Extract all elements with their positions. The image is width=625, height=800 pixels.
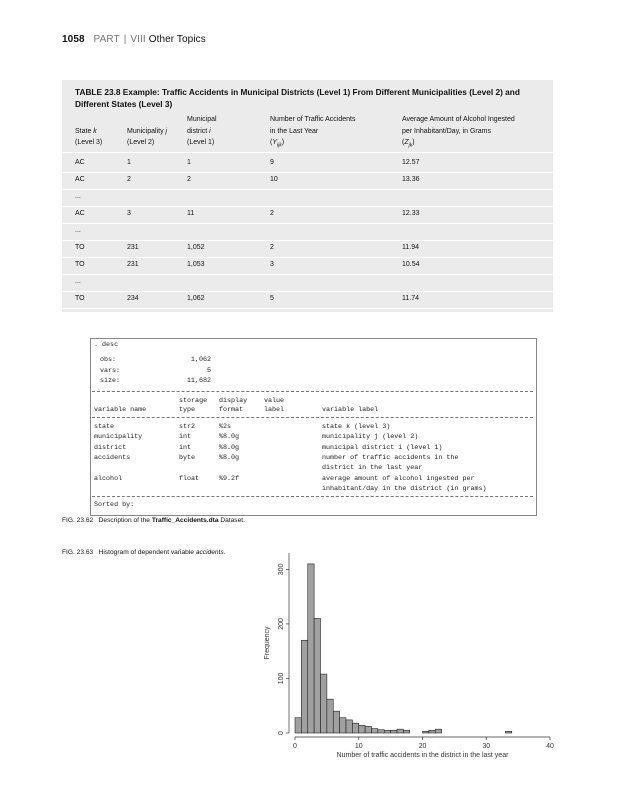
summary-value: 5 <box>206 366 211 375</box>
table-cell: 3 <box>270 261 274 268</box>
variable-format: %9.2f <box>219 474 240 483</box>
y-tick-label: 100 <box>278 672 285 685</box>
header-symbol: j <box>165 127 168 135</box>
table-cell: 2 <box>127 176 131 183</box>
x-tick-label: 40 <box>546 743 554 750</box>
table-cell: 2 <box>270 244 274 251</box>
console-header-top: value <box>264 397 285 405</box>
console-sorted-by: Sorted by: <box>94 501 135 509</box>
table-rule <box>62 291 553 292</box>
console-divider <box>92 417 533 418</box>
column-header-line: $(Y_{ijk})$ <box>270 139 285 149</box>
table-cell: 3 <box>127 210 131 217</box>
histogram-bar <box>384 730 390 733</box>
column-header-line: (Level 1) <box>187 139 215 146</box>
column-header-line: Average Amount of Alcohol Ingested <box>402 116 515 123</box>
fig63-tail: . <box>223 549 226 556</box>
table-rule <box>62 189 553 190</box>
console-header-col: type <box>179 406 196 414</box>
header-symbol: $Z_{jk}$ <box>404 139 413 149</box>
column-header-line: per Inhabitant/Day, in Grams <box>402 127 491 135</box>
header-symbol: $Y_{ijk}$ <box>272 139 282 149</box>
variable-type: byte <box>179 453 196 462</box>
fig63-caption <box>62 549 226 556</box>
table-rule <box>62 308 553 309</box>
console-header-col: label <box>264 406 285 414</box>
summary-label: obs: <box>100 356 117 364</box>
table-cell: 1 <box>127 159 131 166</box>
table-rule <box>62 152 553 153</box>
variable-type: int <box>179 443 192 452</box>
variable-format: %8.0g <box>219 453 240 462</box>
console-header-col: variable label <box>322 406 379 414</box>
column-header-line: (Level 2) <box>127 139 155 146</box>
part-label: PART <box>93 34 120 45</box>
variable-format: %8.0g <box>219 443 240 452</box>
histogram-chart <box>255 548 565 788</box>
table-cell: 1,053 <box>187 261 205 268</box>
header-symbol: i <box>209 127 211 135</box>
table-cell: AC <box>75 159 85 166</box>
table-rule <box>62 257 553 258</box>
fig62-text: Description of the <box>98 517 150 524</box>
variable-type: float <box>179 474 200 483</box>
x-tick-label: 30 <box>482 743 491 750</box>
summary-value: 1,062 <box>190 356 211 364</box>
table-column-header <box>75 114 102 149</box>
running-header <box>62 34 206 45</box>
column-header-line <box>127 114 167 126</box>
histogram-bar <box>423 731 429 733</box>
table-cell: 231 <box>127 261 139 268</box>
variable-label: municipal district i (level 1) <box>322 443 443 452</box>
table-cell: AC <box>75 210 85 217</box>
y-tick-label: 0 <box>278 731 285 735</box>
histogram-bar <box>391 730 397 733</box>
variable-label: inhabitant/day in the district (in grams) <box>322 484 487 493</box>
table-cell: 1,062 <box>187 295 205 302</box>
table-cell: 13.36 <box>402 176 420 183</box>
histogram-bar <box>340 718 346 733</box>
column-header-line <box>75 114 102 126</box>
console-command: . desc <box>94 341 119 349</box>
y-axis-label: Frequency <box>264 626 271 660</box>
table-cell: TO <box>75 295 85 302</box>
table-cell: 2 <box>270 210 274 217</box>
fig62-tail: Dataset. <box>220 517 245 524</box>
page-number: 1058 <box>62 34 85 45</box>
table-title <box>75 86 545 110</box>
variable-name: municipality <box>94 433 143 442</box>
histogram-bar <box>378 730 384 733</box>
header-separator: | <box>123 34 127 45</box>
summary-label: vars: <box>100 366 121 375</box>
header-subscript: ijk <box>277 142 282 149</box>
console-divider <box>92 391 533 392</box>
histogram-bar <box>346 720 352 733</box>
variable-label: state k (level 3) <box>322 423 391 431</box>
fig63-text: Histogram of dependent variable <box>98 549 194 556</box>
histogram-bar <box>333 711 339 733</box>
variable-name: accidents <box>94 453 131 462</box>
console-header-col: variable name <box>94 406 147 414</box>
variable-name: district <box>94 443 127 452</box>
table-column-header <box>270 114 355 152</box>
table-cell: 234 <box>127 295 139 302</box>
summary-value: 11,682 <box>186 377 211 385</box>
y-tick-label: 300 <box>278 563 285 576</box>
fig62-dataset: Traffic_Accidents.dta <box>151 517 219 524</box>
x-tick-label: 0 <box>293 743 297 750</box>
header-symbol: k <box>93 127 97 135</box>
summary-label: size: <box>100 377 121 385</box>
x-tick-label: 20 <box>418 743 427 750</box>
table-cell: 2 <box>187 176 191 183</box>
variable-format: %2s <box>219 423 232 431</box>
header-topic: Other Topics <box>148 34 206 45</box>
histogram-bar <box>314 618 320 733</box>
column-header-line: $(Z_{jk})$ <box>402 139 415 149</box>
table-column-header <box>402 114 515 152</box>
histogram-bar <box>295 718 301 733</box>
fig63-label: FIG. 23.63 <box>62 549 94 556</box>
column-header-line: district i <box>187 127 211 135</box>
column-header-line: Number of Traffic Accidents <box>270 116 356 123</box>
x-tick-label: 10 <box>354 743 363 750</box>
variable-label: municipality j (level 2) <box>322 433 419 442</box>
table-rule <box>62 206 553 207</box>
table-title-line2: Different States (Level 3) <box>75 99 173 109</box>
table-cell: 10.54 <box>402 261 420 268</box>
column-header-line: Municipality j <box>127 127 168 135</box>
table-cell: TO <box>75 244 85 251</box>
histogram-bar <box>359 725 365 733</box>
variable-label: number of traffic accidents in the <box>322 453 459 462</box>
y-tick-label: 200 <box>278 618 285 630</box>
table-cell: AC <box>75 176 85 183</box>
table-cell: 1 <box>187 159 191 166</box>
ellipsis-row: ... <box>75 278 81 285</box>
table-cell: 12.57 <box>402 159 420 166</box>
ellipsis-row: ... <box>75 193 81 200</box>
header-subscript: jk <box>408 142 413 149</box>
column-header-line: in the Last Year <box>270 127 319 135</box>
variable-format: %8.0g <box>219 433 240 442</box>
table-cell: 10 <box>270 176 278 183</box>
x-axis-label: Number of traffic accidents in the district in the last year <box>336 752 509 759</box>
histogram-bar <box>397 729 403 733</box>
table-cell: 5 <box>270 295 274 302</box>
table-rule <box>62 240 553 241</box>
variable-type: str2 <box>179 423 196 431</box>
variable-name: alcohol <box>94 474 123 483</box>
variable-type: int <box>179 433 192 442</box>
table-cell: 1,052 <box>187 244 205 251</box>
console-header-col: format <box>219 406 244 414</box>
histogram-bar <box>352 723 358 733</box>
column-header-line: Municipal <box>187 116 217 123</box>
console-header-top: storage <box>179 397 208 405</box>
table-cell: 11.94 <box>402 244 419 251</box>
histogram-bar <box>403 730 409 733</box>
histogram-bar <box>308 564 314 733</box>
table-rule <box>62 274 553 275</box>
histogram-bar <box>429 730 435 733</box>
fig63-variable: accidents <box>195 549 224 556</box>
column-header-line: State k <box>75 127 97 135</box>
table-cell: 11.74 <box>402 295 419 302</box>
table-rule <box>62 223 553 224</box>
histogram-bar <box>301 640 307 733</box>
table-cell: 9 <box>270 159 274 166</box>
part-number: VIII <box>130 34 146 45</box>
histogram-bar <box>327 699 333 733</box>
console-divider <box>92 496 533 497</box>
variable-label: district in the last year <box>322 464 423 473</box>
fig62-caption <box>62 517 245 524</box>
table-rule <box>62 172 553 173</box>
histogram-bar <box>321 674 327 733</box>
variable-label: average amount of alcohol ingested per <box>322 474 475 483</box>
histogram-bar <box>372 729 378 733</box>
table-title-line1: TABLE 23.8 Example: Traffic Accidents in Municipal Districts (Level 1) From Different Municipalities (Level 2) and <box>75 87 520 97</box>
histogram-bar <box>365 726 371 733</box>
fig62-label: FIG. 23.62 <box>62 517 94 524</box>
table-cell: 12.33 <box>402 210 420 217</box>
console-header-top: display <box>219 397 248 405</box>
table-column-header <box>187 114 217 149</box>
table-column-header <box>127 114 167 149</box>
column-header-line: (Level 3) <box>75 139 103 146</box>
ellipsis-row: ... <box>75 227 81 234</box>
table-cell: 231 <box>127 244 139 251</box>
table-cell: 11 <box>187 210 195 217</box>
table-cell: TO <box>75 261 85 268</box>
variable-name: state <box>94 423 115 431</box>
histogram-bar <box>505 731 511 733</box>
histogram-bar <box>435 729 441 733</box>
